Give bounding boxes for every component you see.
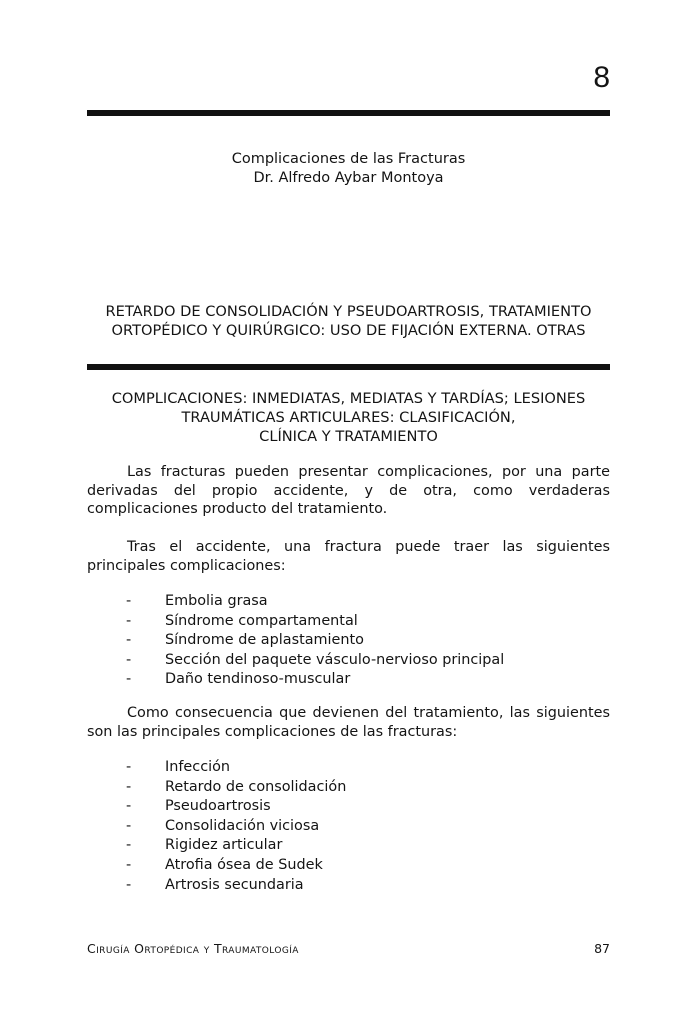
list-item <box>87 631 610 651</box>
list-dash: - <box>126 817 132 834</box>
list-dash: - <box>126 837 132 854</box>
list-dash: - <box>126 778 132 795</box>
list-dash: - <box>126 593 132 609</box>
article-header <box>87 150 610 188</box>
chapter-number: 8 <box>593 61 610 94</box>
paragraph-2-text: Tras el accidente, una fractura puede traer las siguientes principales complicaciones: <box>87 539 610 574</box>
list-item <box>87 758 610 778</box>
paragraph-1 <box>87 463 610 519</box>
running-footer-title: Cirugía Ortopédica y Traumatología <box>87 941 299 956</box>
paragraph-3 <box>87 704 610 741</box>
top-rule <box>87 110 610 116</box>
list-dash: - <box>126 798 132 815</box>
list-item <box>87 876 610 896</box>
article-author: Dr. Alfredo Aybar Montoya <box>253 170 444 186</box>
list-item-text: Embolia grasa <box>165 593 268 609</box>
list-dash: - <box>126 856 132 873</box>
list-item <box>87 836 610 856</box>
list-dash: - <box>126 759 132 775</box>
list-item-text: Sección del paquete vásculo-nervioso principal <box>165 651 505 668</box>
list-item <box>87 797 610 817</box>
paragraph-1-text: Las fracturas pueden presentar complicaciones, por una parte derivadas del propio accidente, y de otra, como verdaderas complicaciones producto del tratamiento. <box>87 464 610 517</box>
section-title-1-line-1: RETARDO DE CONSOLIDACIÓN Y PSEUDOARTROSIS, TRATAMIENTO <box>105 303 592 320</box>
section-title-1 <box>87 302 610 340</box>
list-item <box>87 778 610 798</box>
list-dash: - <box>126 671 132 688</box>
list-dash: - <box>126 632 132 649</box>
list-item <box>87 817 610 837</box>
list-item-text: Consolidación viciosa <box>165 817 320 834</box>
paragraph-3-text: Como consecuencia que devienen del tratamiento, las siguientes son las principales complicaciones de las fracturas: <box>87 705 610 740</box>
list-item-text: Infección <box>165 759 231 775</box>
section-title-1-line-2: ORTOPÉDICO Y QUIRÚRGICO: USO DE FIJACIÓN EXTERNA. OTRAS <box>111 322 586 339</box>
list-item <box>87 612 610 632</box>
list-item <box>87 670 610 690</box>
list-item <box>87 592 610 612</box>
list-item-text: Síndrome de aplastamiento <box>165 632 364 649</box>
list-item-text: Síndrome compartamental <box>165 612 358 629</box>
list-item-text: Daño tendinoso-muscular <box>165 671 351 688</box>
page-number: 87 <box>594 941 610 956</box>
list-item-text: Artrosis secundaria <box>165 876 304 893</box>
list-item <box>87 651 610 671</box>
paragraph-2 <box>87 538 610 575</box>
list-item-text: Rigidez articular <box>165 837 283 854</box>
middle-rule <box>87 364 610 370</box>
accident-complications-list <box>87 592 610 690</box>
treatment-complications-list <box>87 758 610 895</box>
list-item-text: Pseudoartrosis <box>165 798 271 815</box>
list-dash: - <box>126 612 132 629</box>
list-item-text: Retardo de consolidación <box>165 778 347 795</box>
section-title-2-line-1: COMPLICACIONES: INMEDIATAS, MEDIATAS Y TARDÍAS; LESIONES <box>111 390 586 407</box>
list-item <box>87 856 610 876</box>
article-title: Complicaciones de las Fracturas <box>231 151 466 167</box>
list-dash: - <box>126 651 132 668</box>
section-title-2-line-2: TRAUMÁTICAS ARTICULARES: CLASIFICACIÓN, <box>181 409 516 426</box>
section-title-2 <box>87 389 610 446</box>
list-item-text: Atrofia ósea de Sudek <box>165 856 323 873</box>
list-dash: - <box>126 876 132 893</box>
section-title-2-line-3: CLÍNICA Y TRATAMIENTO <box>259 428 438 445</box>
